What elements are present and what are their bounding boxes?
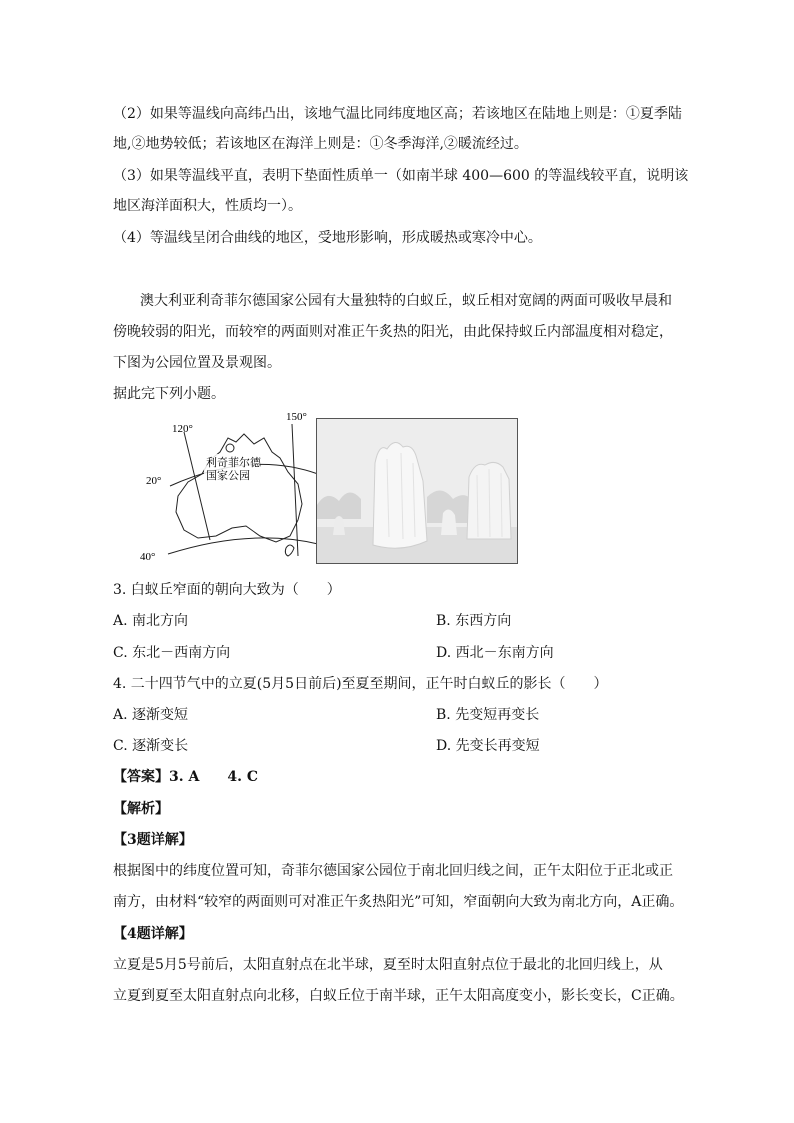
note-2-line-2: 地,②地势较低；若该地区在海洋上则是：①冬季海洋,②暖流经过。 bbox=[113, 136, 528, 152]
passage-line-1: 澳大利亚利奇菲尔德国家公园有大量独特的白蚁丘，蚁丘相对宽阔的两面可吸收早晨和 bbox=[140, 293, 672, 309]
q4-option-c: C. 逐渐变长 bbox=[113, 738, 189, 754]
note-2-line-1: （2）如果等温线向高纬凸出，该地气温比同纬度地区高；若该地区在陆地上则是：①夏季陆 bbox=[113, 106, 682, 122]
lon-120-label: 120° bbox=[172, 423, 193, 435]
q4-stem: 4. 二十四节气中的立夏(5月5日前后)至夏至期间，正午时白蚁丘的影长（ ） bbox=[113, 676, 608, 692]
q4-explanation-heading: 【4题详解】 bbox=[113, 926, 193, 942]
passage-line-2: 傍晚较弱的阳光，而较窄的两面则对准正午炙热的阳光，由此保持蚁丘内部温度相对稳定， bbox=[113, 324, 673, 340]
q3-option-d: D. 西北－东南方向 bbox=[436, 645, 554, 661]
q4-option-d: D. 先变长再变短 bbox=[436, 738, 540, 754]
q3-stem: 3. 白蚁丘窄面的朝向大致为（ ） bbox=[113, 582, 341, 598]
passage-line-4: 据此完下列小题。 bbox=[113, 386, 225, 402]
meridian-120-line bbox=[184, 432, 210, 540]
park-marker-icon bbox=[226, 444, 234, 452]
australia-outline bbox=[176, 434, 302, 542]
q4-option-a: A. 逐渐变短 bbox=[113, 707, 189, 723]
q3-option-a: A. 南北方向 bbox=[113, 613, 189, 629]
note-4-line: （4）等温线呈闭合曲线的地区，受地形影响，形成暖热或寒冷中心。 bbox=[113, 230, 542, 246]
q3-option-c: C. 东北－西南方向 bbox=[113, 645, 231, 661]
note-3-line-1: （3）如果等温线平直，表明下垫面性质单一（如南半球 400—600 的等温线较平直，说明该 bbox=[113, 168, 689, 184]
q4-option-b: B. 先变短再变长 bbox=[436, 707, 540, 723]
analysis-heading: 【解析】 bbox=[113, 801, 169, 817]
lat-20-label: 20° bbox=[146, 475, 162, 487]
q4-explanation-line-2: 立夏到夏至太阳直射点向北移，白蚁丘位于南半球，正午太阳高度变小，影长变长，C正确。 bbox=[113, 988, 684, 1004]
australia-location-map bbox=[140, 408, 320, 568]
park-label-line-1: 利奇菲尔德 bbox=[206, 457, 261, 469]
termite-mound-photo bbox=[316, 418, 518, 564]
meridian-150-line bbox=[292, 424, 298, 556]
note-3-line-2: 地区海洋面积大，性质均一）。 bbox=[113, 198, 302, 214]
lat-40-label: 40° bbox=[140, 551, 156, 563]
q3-option-b: B. 东西方向 bbox=[436, 613, 512, 629]
passage-line-3: 下图为公园位置及景观图。 bbox=[113, 355, 281, 371]
q4-explanation-line-1: 立夏是5月5号前后，太阳直射点在北半球，夏至时太阳直射点位于最北的北回归线上，从 bbox=[113, 957, 663, 973]
q3-explanation-line-1: 根据图中的纬度位置可知，奇菲尔德国家公园位于南北回归线之间，正午太阳位于正北或正 bbox=[113, 863, 673, 879]
answer-line: 【答案】3. A 4. C bbox=[113, 769, 258, 785]
lon-150-label: 150° bbox=[286, 411, 307, 423]
tasmania-outline bbox=[285, 545, 294, 556]
q3-explanation-line-2: 南方，由材料“较窄的两面则可对准正午炙热阳光”可知，窄面朝向大致为南北方向，A正确。 bbox=[113, 894, 684, 910]
q3-explanation-heading: 【3题详解】 bbox=[113, 832, 193, 848]
park-label-line-2: 国家公园 bbox=[206, 470, 250, 482]
latitude-40-line bbox=[168, 538, 318, 554]
